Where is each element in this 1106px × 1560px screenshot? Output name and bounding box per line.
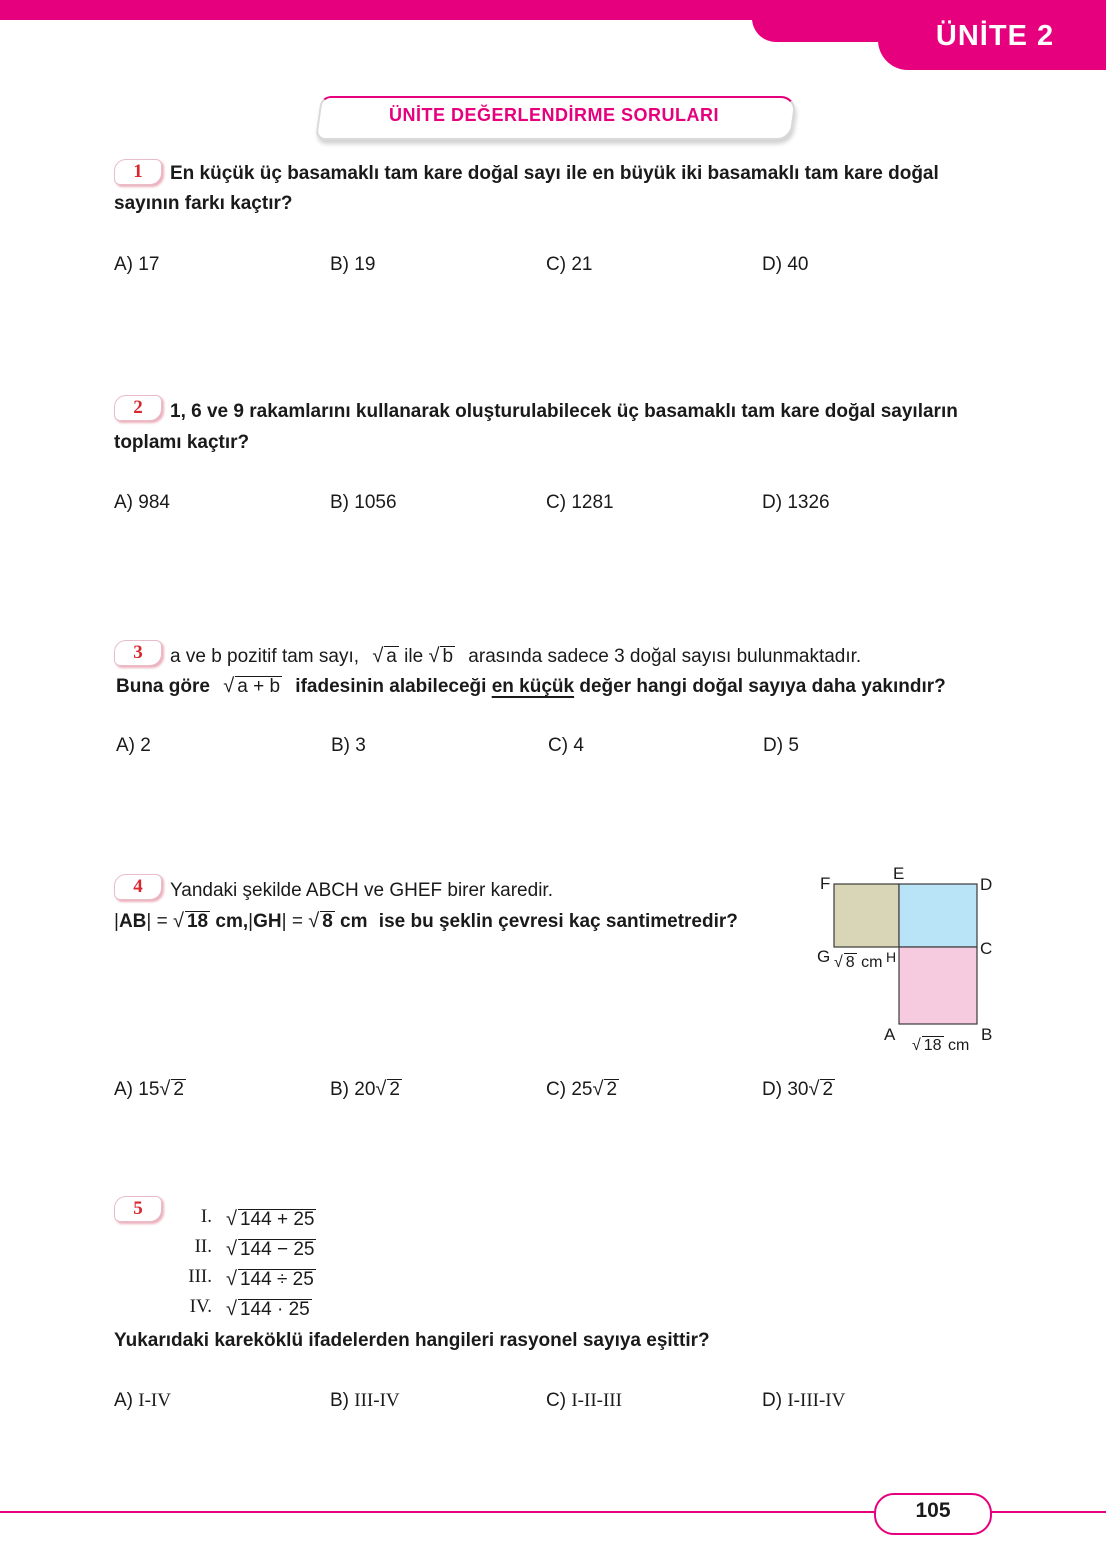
question-number-badge: 2 xyxy=(114,395,162,421)
radical-expression xyxy=(226,1268,316,1291)
option-b: B) 1056 xyxy=(330,492,397,513)
option-label: A) xyxy=(114,1079,133,1100)
q4-cm-gh: cm xyxy=(340,911,368,932)
option-b: B) 3 xyxy=(331,735,366,756)
q4-text-b: ise bu şeklin çevresi kaç santimetredir? xyxy=(378,911,738,932)
footer-rule-right xyxy=(986,1511,1106,1513)
q4-rad-gh: 8 xyxy=(322,911,333,932)
roman-numeral: II. xyxy=(194,1236,212,1257)
option-coef: 20 xyxy=(354,1079,376,1100)
option-a: A) 17 xyxy=(114,254,160,275)
radical-expression xyxy=(226,1208,316,1231)
label-a: A xyxy=(884,1025,896,1044)
q4-gh: GH xyxy=(253,911,282,932)
option-coef: 30 xyxy=(787,1079,809,1100)
option-rad: 2 xyxy=(822,1079,834,1100)
sqrt-icon: √ xyxy=(226,1238,237,1260)
option-b xyxy=(330,1390,400,1412)
option-c: C) 1281 xyxy=(546,492,614,513)
question-number-badge: 3 xyxy=(114,640,162,666)
q3-rad-b: b xyxy=(442,646,454,667)
roman-numeral: IV. xyxy=(189,1296,212,1317)
sqrt-icon: √ xyxy=(159,1078,171,1100)
section-title: ÜNİTE DEĞERLENDİRME SORULARI xyxy=(388,105,719,125)
option-d xyxy=(762,1390,845,1412)
square-ghef xyxy=(834,884,899,947)
q3-text-a: a ve b pozitif tam sayı, xyxy=(170,646,360,667)
roman-numeral: I. xyxy=(200,1206,212,1227)
option-b xyxy=(330,1078,402,1101)
option-c: C) 4 xyxy=(548,735,584,756)
q4-cm-ab: cm, xyxy=(215,911,249,932)
option-rad: 2 xyxy=(606,1079,618,1100)
question-2-line-1: 1, 6 ve 9 rakamlarını kullanarak oluşturulabilecek üç basamaklı tam kare doğal sayıların xyxy=(170,401,958,422)
sqrt-icon: √ xyxy=(428,645,440,667)
option-c xyxy=(546,1390,622,1412)
q3-underlined: en küçük xyxy=(491,676,575,697)
gh-length-label xyxy=(834,953,882,972)
option-coef: 15 xyxy=(138,1079,160,1100)
option-d: D) 1326 xyxy=(762,492,830,513)
q3-buna-gore: Buna göre xyxy=(116,676,210,697)
question-1-line-2: sayının farkı kaçtır? xyxy=(114,193,293,214)
option-b: B) 19 xyxy=(330,254,376,275)
q3-text-b: arasında sadece 3 doğal sayısı bulunmaktadır. xyxy=(468,646,862,667)
option-a xyxy=(114,1390,171,1412)
sqrt-icon: √ xyxy=(375,1078,387,1100)
sqrt-icon: √ xyxy=(808,1078,820,1100)
roman-numeral: III. xyxy=(188,1266,212,1287)
page-number: 105 xyxy=(915,1499,951,1522)
ab-unit: cm xyxy=(948,1037,970,1054)
option-d xyxy=(762,1078,835,1101)
q4-eq: = xyxy=(291,911,303,932)
option-value: I-IV xyxy=(138,1390,171,1411)
question-4-line-1: Yandaki şekilde ABCH ve GHEF birer karedir. xyxy=(170,880,553,901)
unit-label: ÜNİTE 2 xyxy=(935,20,1055,52)
radical-expression xyxy=(226,1238,316,1261)
question-4-line-2: |AB| = √ 18 cm,|GH| = √ 8 cm ise bu şeklin çevresi kaç santimetredir? xyxy=(114,910,738,932)
sqrt-icon: √ xyxy=(226,1208,237,1230)
option-a: A) 2 xyxy=(116,735,151,756)
question-number-badge: 1 xyxy=(114,159,162,185)
footer-rule-left xyxy=(0,1511,878,1513)
option-value: I-III-IV xyxy=(787,1390,846,1411)
q4-rad-ab: 18 xyxy=(186,911,209,932)
question-5-text: Yukarıdaki kareköklü ifadelerden hangileri rasyonel sayıya eşittir? xyxy=(114,1330,710,1351)
gh-len: 8 xyxy=(845,954,855,971)
label-b: B xyxy=(981,1025,993,1044)
sqrt-icon: √ xyxy=(912,1037,921,1054)
sqrt-icon: √ xyxy=(372,645,384,667)
label-e: E xyxy=(893,864,905,883)
label-h: H xyxy=(886,949,897,965)
option-a: A) 984 xyxy=(114,492,170,513)
option-value: I-II-III xyxy=(571,1390,622,1411)
label-f: F xyxy=(820,874,831,893)
q3-text-c: ifadesinin alabileceği xyxy=(295,676,487,697)
q3-text-d: değer hangi doğal sayıya daha yakındır? xyxy=(579,676,946,697)
option-d: D) 40 xyxy=(762,254,809,275)
radicand: 144 − 25 xyxy=(239,1239,315,1260)
ab-length-label xyxy=(912,1036,969,1055)
question-number-badge: 5 xyxy=(114,1196,162,1222)
q3-rad-a: a xyxy=(386,646,397,667)
sqrt-icon: √ xyxy=(173,910,184,932)
gh-unit: cm xyxy=(861,954,883,971)
option-a xyxy=(114,1078,186,1101)
option-rad: 2 xyxy=(173,1079,184,1100)
label-d: D xyxy=(980,875,993,894)
q4-eq: = xyxy=(156,911,168,932)
radicand: 144 + 25 xyxy=(239,1209,315,1230)
label-c: C xyxy=(980,939,993,958)
question-number-badge: 4 xyxy=(114,874,162,900)
option-rad: 2 xyxy=(389,1079,400,1100)
option-coef: 25 xyxy=(571,1079,593,1100)
sqrt-icon: √ xyxy=(226,1298,237,1320)
option-label: B) xyxy=(330,1079,349,1100)
sqrt-icon: √ xyxy=(834,954,843,971)
option-label: C) xyxy=(546,1390,567,1411)
option-value: III-IV xyxy=(354,1390,400,1411)
option-label: B) xyxy=(330,1390,349,1411)
rect-top-right xyxy=(899,884,977,947)
radicand: 144 ÷ 25 xyxy=(239,1269,314,1290)
option-c xyxy=(546,1078,619,1101)
option-c: C) 21 xyxy=(546,254,593,275)
sqrt-icon: √ xyxy=(226,1268,237,1290)
label-g: G xyxy=(817,947,831,966)
q4-ab: AB xyxy=(118,911,147,932)
option-d: D) 5 xyxy=(763,735,799,756)
question-1-line-1: En küçük üç basamaklı tam kare doğal sayı ile en büyük iki basamaklı tam kare doğal xyxy=(170,163,939,184)
question-2-line-2: toplamı kaçtır? xyxy=(114,432,250,453)
option-label: C) xyxy=(546,1079,567,1100)
q3-ile: ile xyxy=(404,646,424,667)
sqrt-icon: √ xyxy=(308,910,320,932)
rect-bottom-right xyxy=(899,947,977,1024)
radicand: 144 · 25 xyxy=(239,1299,310,1320)
q3-rad-ab: a + b xyxy=(237,676,281,697)
option-label: D) xyxy=(762,1390,783,1411)
sqrt-icon: √ xyxy=(223,675,235,697)
sqrt-icon: √ xyxy=(592,1078,604,1100)
ab-len: 18 xyxy=(923,1037,942,1054)
option-label: A) xyxy=(114,1390,133,1411)
radical-expression xyxy=(226,1298,312,1321)
option-label: D) xyxy=(762,1079,783,1100)
